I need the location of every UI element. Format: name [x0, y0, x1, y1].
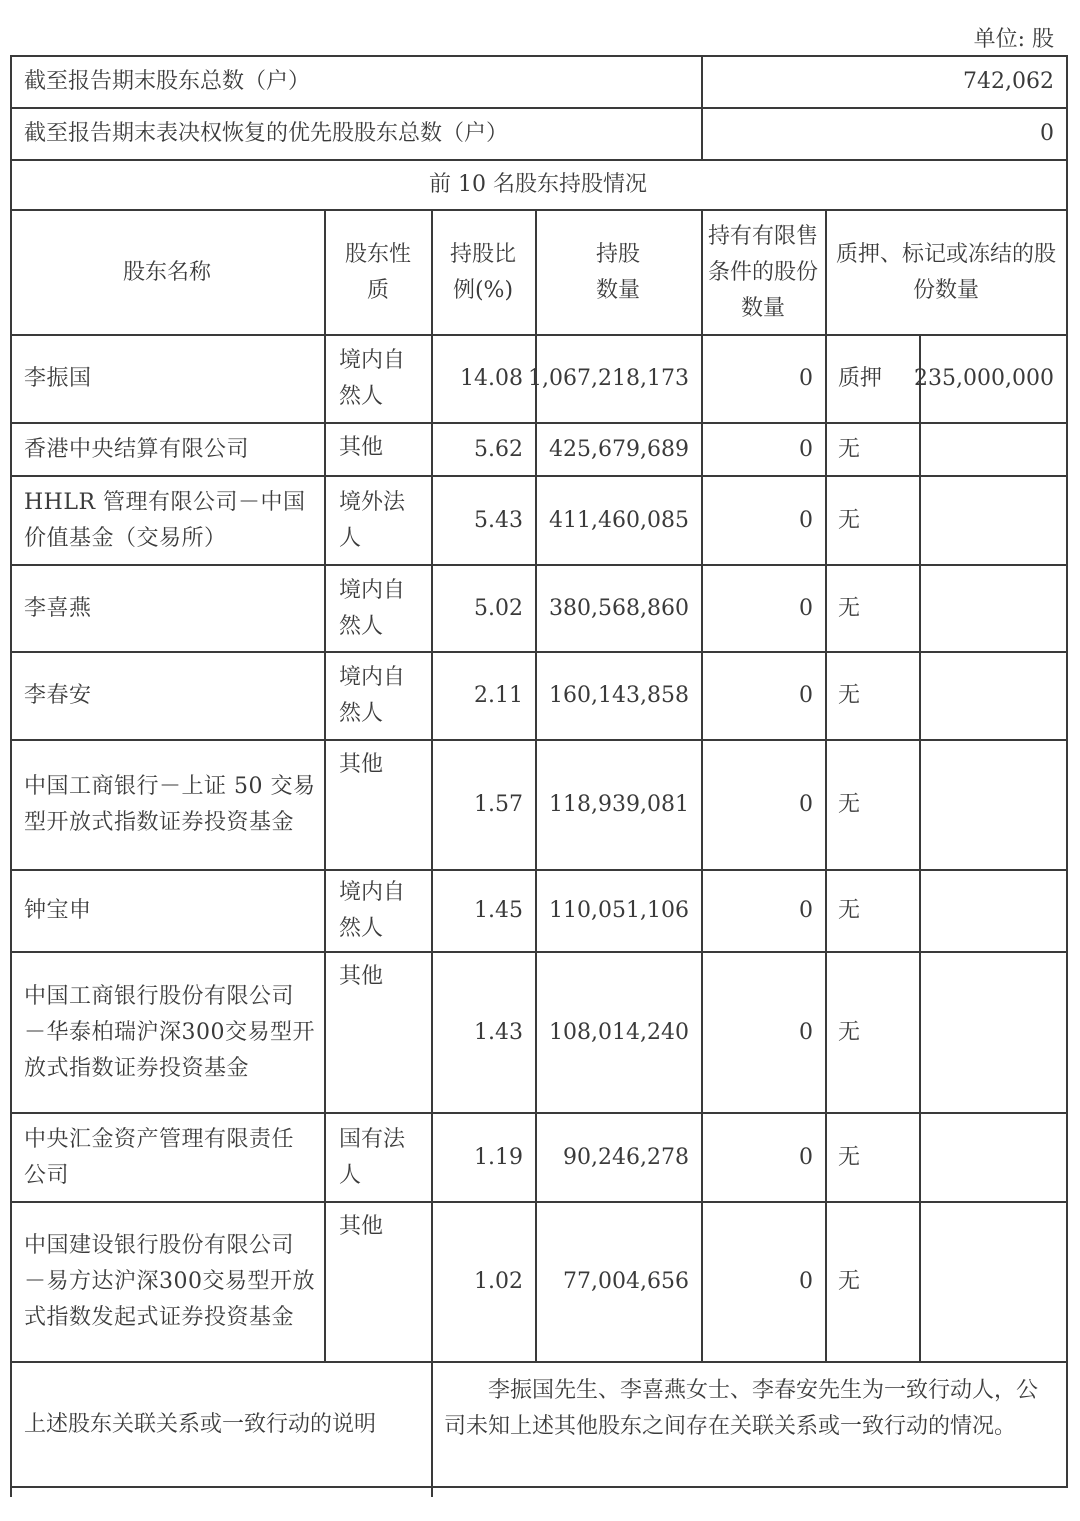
shareholder-nature: 其他: [339, 752, 384, 777]
holding-quantity: 90,246,278: [563, 1144, 689, 1170]
pledge-status: 无: [838, 792, 861, 817]
holding-quantity: 380,568,860: [549, 595, 689, 621]
shareholder-nature: 其他: [339, 1214, 384, 1239]
header-nature: 股东性质: [344, 241, 411, 303]
pledge-status: 无: [838, 898, 861, 923]
shareholder-nature: 境内自然人: [339, 348, 406, 409]
pledge-status: 无: [838, 507, 861, 533]
shareholder-nature: 境外法人: [339, 489, 406, 551]
section-title: 前 10 名股东持股情况: [429, 172, 647, 197]
pledge-quantity: [920, 953, 1066, 1112]
pledge-status: 无: [838, 1144, 861, 1170]
summary-label: 截至报告期末股东总数（户）: [24, 69, 311, 94]
restricted-quantity: 0: [799, 366, 813, 391]
shareholder-name: 中国工商银行－上证 50 交易型开放式指数证券投资基金: [24, 774, 316, 835]
restricted-quantity: 0: [799, 507, 813, 533]
holding-quantity: 160,143,858: [549, 683, 689, 708]
summary-value: 742,062: [963, 69, 1054, 94]
restricted-quantity: 0: [799, 1144, 813, 1170]
shareholder-name: 钟宝申: [24, 898, 92, 923]
pledge-quantity: [920, 566, 1066, 651]
shareholder-name: 李振国: [24, 366, 92, 391]
pledge-quantity: [920, 741, 1066, 869]
header-ratio: 持股比例(%): [449, 241, 516, 303]
header-quantity: 持股数量: [595, 241, 640, 303]
pledge-quantity: [920, 424, 1066, 475]
pledge-status: 无: [838, 1269, 861, 1294]
header-name: 股东名称: [122, 259, 211, 285]
restricted-quantity: 0: [799, 1269, 813, 1294]
holding-quantity: 110,051,106: [549, 898, 689, 923]
restricted-quantity: 0: [799, 595, 813, 621]
relation-label: 上述股东关联关系或一致行动的说明: [24, 1411, 377, 1437]
pledge-status: 无: [838, 436, 861, 462]
holding-quantity: 411,460,085: [549, 507, 689, 533]
pledge-quantity: [920, 653, 1066, 739]
shareholder-nature: 境内自然人: [339, 880, 406, 941]
shareholder-nature: 其他: [339, 435, 384, 460]
shareholder-nature: 其他: [339, 964, 384, 989]
pledge-quantity: [920, 1203, 1066, 1361]
holding-quantity: 425,679,689: [549, 436, 689, 462]
shareholder-name: 李春安: [24, 683, 92, 708]
holding-ratio: 1.19: [474, 1144, 523, 1170]
shareholder-nature: 境内自然人: [339, 577, 406, 639]
header-restricted: 持有有限售条件的股份数量: [708, 223, 819, 321]
holding-ratio: 5.62: [474, 436, 523, 462]
shareholder-name: HHLR 管理有限公司－中国价值基金（交易所）: [24, 489, 306, 551]
summary-label: 截至报告期末表决权恢复的优先股股东总数（户）: [24, 121, 509, 146]
shareholder-name: 中国工商银行股份有限公司－华泰柏瑞沪深300交易型开放式指数证券投资基金: [24, 983, 315, 1081]
summary-value: 0: [1040, 121, 1054, 146]
holding-ratio: 14.08: [460, 366, 523, 391]
pledge-quantity: 235,000,000: [914, 366, 1054, 391]
pledge-status: 无: [838, 595, 861, 621]
restricted-quantity: 0: [799, 436, 813, 462]
holding-ratio: 1.02: [474, 1269, 523, 1294]
holding-quantity: 108,014,240: [549, 1019, 689, 1045]
header-pledge: 质押、标记或冻结的股份数量: [835, 241, 1056, 303]
holding-ratio: 1.57: [474, 792, 523, 817]
shareholder-name: 李喜燕: [24, 595, 92, 621]
table-border-right: [1066, 56, 1068, 1487]
holding-quantity: 118,939,081: [549, 792, 689, 817]
unit-label: 单位: 股: [973, 27, 1054, 52]
holding-ratio: 2.11: [474, 683, 523, 708]
pledge-status: 无: [838, 683, 861, 708]
pledge-quantity: [920, 477, 1066, 564]
shareholder-name: 中央汇金资产管理有限责任公司: [24, 1126, 295, 1188]
holding-ratio: 1.45: [474, 898, 523, 923]
pledge-quantity: [920, 1114, 1066, 1201]
shareholder-name: 香港中央结算有限公司: [24, 436, 250, 462]
pledge-quantity: [920, 871, 1066, 951]
restricted-quantity: 0: [799, 683, 813, 708]
relation-text: [432, 1363, 1066, 1486]
relation-text-body: 李振国先生、李喜燕女士、李春安先生为一致行动人，公司未知上述其他股东之间存在关联关系或一致行动的情况。: [444, 1378, 1039, 1439]
holding-quantity: 77,004,656: [563, 1269, 689, 1294]
restricted-quantity: 0: [799, 1019, 813, 1045]
restricted-quantity: 0: [799, 792, 813, 817]
shareholder-nature: 境内自然人: [339, 665, 406, 726]
restricted-quantity: 0: [799, 898, 813, 923]
shareholder-name: 中国建设银行股份有限公司－易方达沪深300交易型开放式指数发起式证券投资基金: [24, 1233, 315, 1330]
holding-ratio: 5.43: [474, 507, 523, 533]
holding-ratio: 5.02: [474, 595, 523, 621]
holding-quantity: 1,067,218,173: [528, 366, 689, 391]
holding-ratio: 1.43: [474, 1019, 523, 1045]
row-divider: [10, 1486, 1068, 1488]
pledge-status: 无: [838, 1019, 861, 1045]
shareholder-nature: 国有法人: [339, 1126, 406, 1188]
pledge-status: 质押: [838, 366, 883, 391]
